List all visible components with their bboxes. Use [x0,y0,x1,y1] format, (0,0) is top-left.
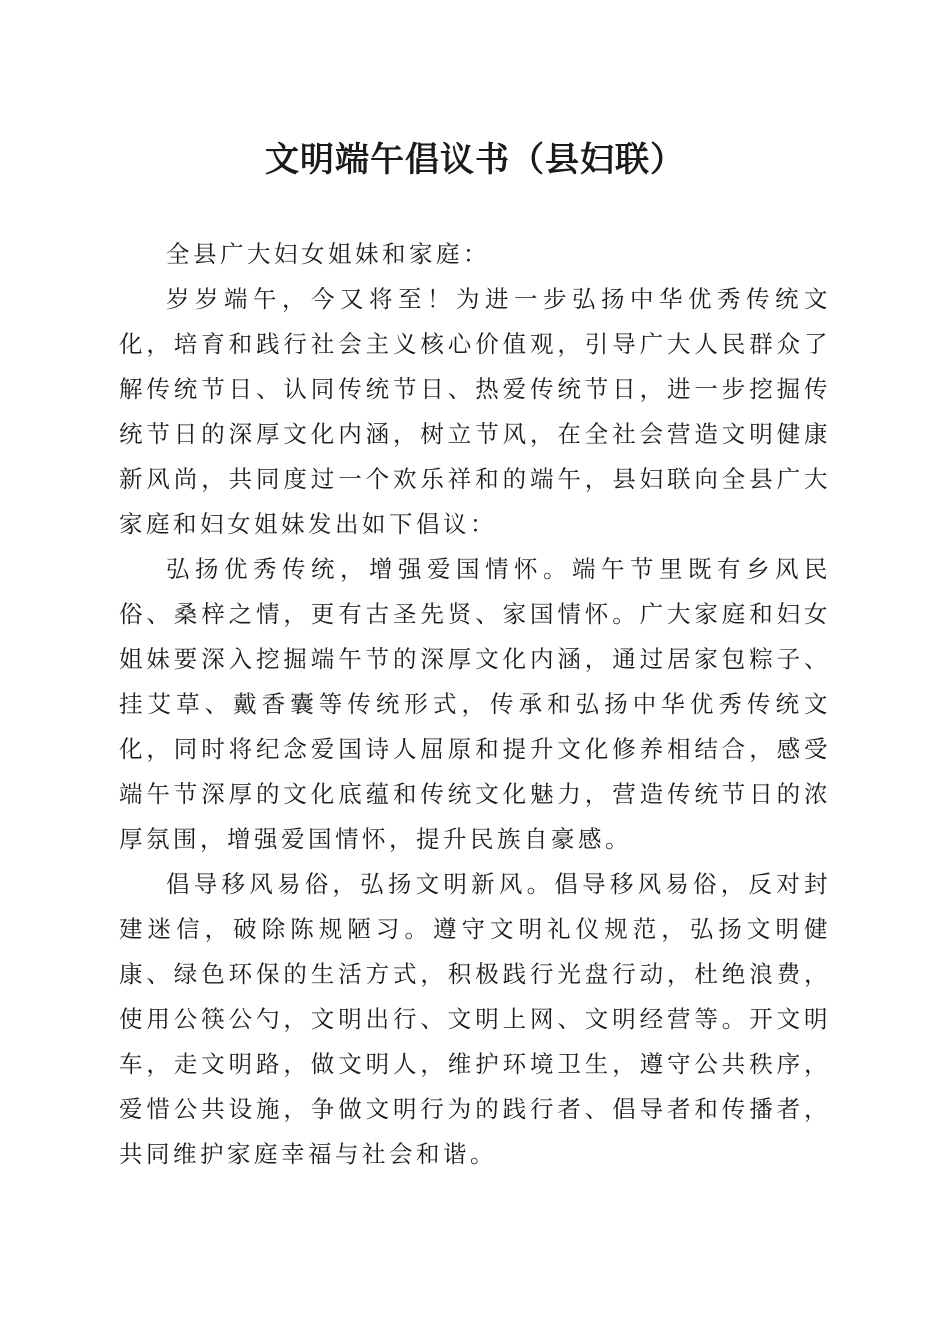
paragraph-civility: 倡导移风易俗，弘扬文明新风。倡导移风易俗，反对封建迷信，破除陈规陋习。遵守文明礼仪规范，弘扬文明健康、绿色环保的生活方式，积极践行光盘行动，杜绝浪费，使用公筷公勺，文明出行、文明上网、文明经营等。开文明车，走文明路，做文明人，维护环境卫生，遵守公共秩序，爱惜公共设施，争做文明行为的践行者、倡导者和传播者，共同维护家庭幸福与社会和谐。 [119,870,831,1168]
salutation: 全县广大妇女姐妹和家庭： [166,240,490,268]
document-title: 文明端午倡议书（县妇联） [265,140,685,180]
paragraph-patriotism: 弘扬优秀传统，增强爱国情怀。端午节里既有乡风民俗、桑梓之情，更有古圣先贤、家国情怀。广大家庭和妇女姐妹要深入挖掘端午节的深厚文化内涵，通过居家包粽子、挂艾草、戴香囊等传统形式，传承和弘扬中华优秀传统文化，同时将纪念爱国诗人屈原和提升文化修养相结合，感受端午节深厚的文化底蕴和传统文化魅力，营造传统节日的浓厚氛围，增强爱国情怀，提升民族自豪感。 [119,555,831,853]
document-body [119,232,831,1177]
paragraph-intro: 岁岁端午，今又将至！为进一步弘扬中华优秀传统文化，培育和践行社会主义核心价值观，引导广大人民群众了解传统节日、认同传统节日、热爱传统节日，进一步挖掘传统节日的深厚文化内涵，树立节风，在全社会营造文明健康新风尚，共同度过一个欢乐祥和的端午，县妇联向全县广大家庭和妇女姐妹发出如下倡议： [119,285,831,538]
